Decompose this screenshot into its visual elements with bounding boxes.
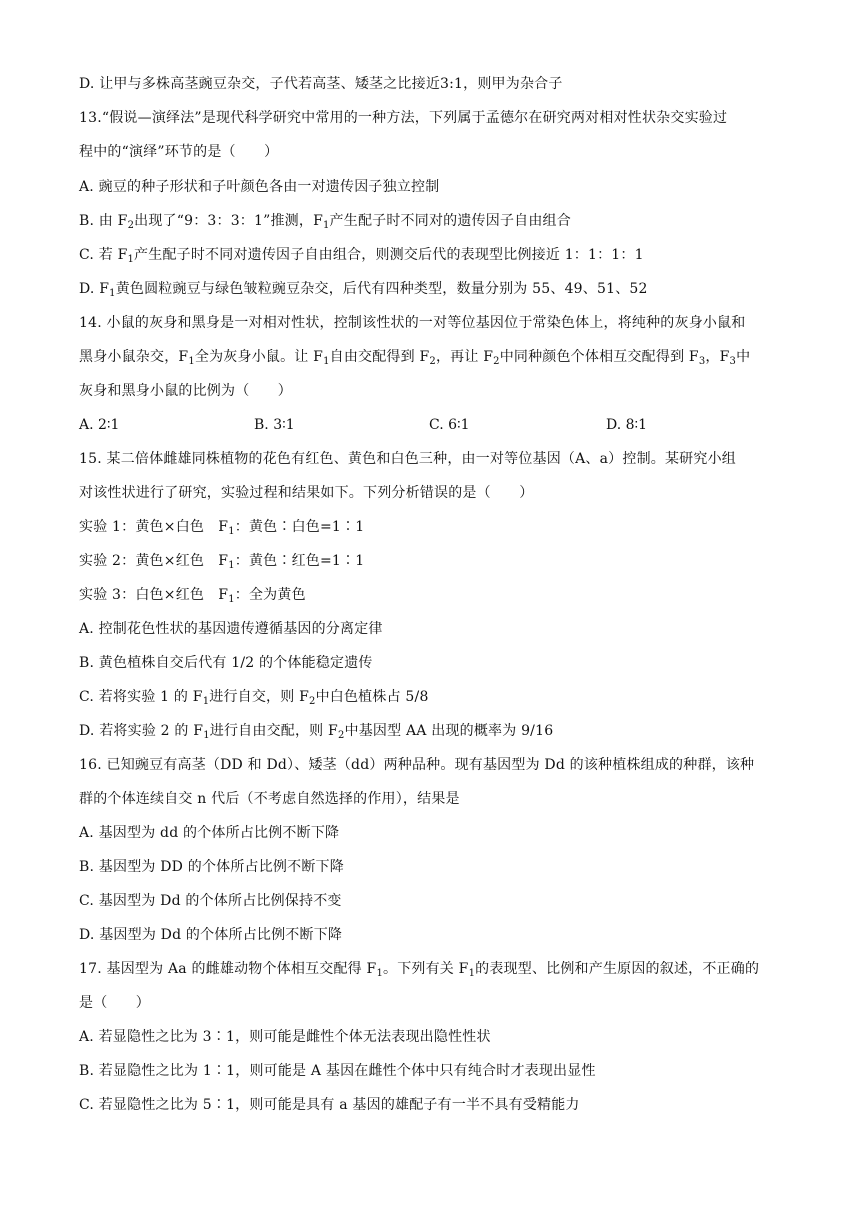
q14-stem-line1: 14. 小鼠的灰身和黑身是一对相对性状，控制该性状的一对等位基因位于常染色体上，将纯种的灰身小鼠和 — [79, 315, 746, 331]
q16-option-b: B. 基因型为 DD 的个体所占比例不断下降 — [79, 859, 344, 875]
q15-experiment-3: 实验 3：白色×红色 $F_1$：全为黄色 — [79, 587, 306, 605]
q16-stem-line2: 群的个体连续自交 n 代后（不考虑自然选择的作用），结果是 — [79, 791, 460, 807]
q15-option-b: B. 黄色植株自交后代有 1/2 的个体能稳定遗传 — [79, 655, 373, 671]
q14-option-d: D. 8∶1 — [606, 417, 648, 433]
q16-option-d: D. 基因型为 Dd 的个体所占比例不断下降 — [79, 927, 343, 943]
q17-option-a: A. 若显隐性之比为 3∶1，则可能是雌性个体无法表现出隐性性状 — [79, 1029, 491, 1045]
q17-stem-line2: 是（ ） — [79, 995, 150, 1011]
q14-option-a: A. 2∶1 — [79, 417, 120, 433]
q13-option-b: B. 由 $F_2$出现了“9：3：3：1”推测，$F_1$产生配子时不同对的遗传因子自由组合 — [79, 213, 571, 231]
q14-option-b: B. 3∶1 — [254, 417, 295, 433]
q14-option-c: C. 6∶1 — [429, 417, 470, 433]
q16-option-a: A. 基因型为 dd 的个体所占比例不断下降 — [79, 825, 340, 841]
q15-experiment-1: 实验 1：黄色×白色 $F_1$：黄色∶白色=1∶1 — [79, 519, 365, 537]
q13-option-d: D. $F_1$黄色圆粒豌豆与绿色皱粒豌豆杂交，后代有四种类型，数量分别为 55、49、51、52 — [79, 281, 648, 299]
q13-stem-line1: 13.“假说—演绎法”是现代科学研究中常用的一种方法，下列属于孟德尔在研究两对相对性状杂交实验过 — [79, 110, 728, 126]
q16-option-c: C. 基因型为 Dd 的个体所占比例保持不变 — [79, 893, 342, 909]
q15-option-d: D. 若将实验 2 的 $F_1$进行自由交配，则 $F_2$中基因型 AA 出现的概率为 9/16 — [79, 723, 554, 741]
q14-stem-line2: 黑身小鼠杂交，$F_1$全为灰身小鼠。让 $F_1$自由交配得到 $F_2$，再让 $F_2$中同种颜色个体相互交配得到 $F_3$，$F_3$中 — [79, 349, 751, 367]
q12-option-d: D. 让甲与多株高茎豌豆杂交，子代若高茎、矮茎之比接近3:1，则甲为杂合子 — [79, 76, 563, 92]
q16-stem-line1: 16. 已知豌豆有高茎（DD 和 Dd）、矮茎（dd）两种品种。现有基因型为 Dd 的该种植株组成的种群，该种 — [79, 757, 755, 773]
q17-option-b: B. 若显隐性之比为 1∶1，则可能是 A 基因在雌性个体中只有纯合时才表现出显性 — [79, 1063, 596, 1079]
q13-option-a: A. 豌豆的种子形状和子叶颜色各由一对遗传因子独立控制 — [79, 179, 440, 195]
q15-option-a: A. 控制花色性状的基因遗传遵循基因的分离定律 — [79, 621, 383, 637]
q13-stem-line2: 程中的“演绎”环节的是（ ） — [79, 144, 279, 160]
q15-stem-line1: 15. 某二倍体雌雄同株植物的花色有红色、黄色和白色三种，由一对等位基因（A、a）控制。某研究小组 — [79, 451, 736, 467]
q15-experiment-2: 实验 2：黄色×红色 $F_1$：黄色∶红色=1∶1 — [79, 553, 365, 571]
q14-stem-line3: 灰身和黑身小鼠的比例为（ ） — [79, 383, 292, 399]
q13-option-c: C. 若 $F_1$产生配子时不同对遗传因子自由组合，则测交后代的表现型比例接近 1：1：1：1 — [79, 247, 644, 265]
q17-option-c: C. 若显隐性之比为 5∶1，则可能是具有 a 基因的雄配子有一半不具有受精能力 — [79, 1097, 580, 1113]
q15-option-c: C. 若将实验 1 的 $F_1$进行自交，则 $F_2$中白色植株占 5/8 — [79, 689, 429, 707]
q17-stem-line1: 17. 基因型为 Aa 的雌雄动物个体相互交配得 $F_1$。下列有关 $F_1$的表现型、比例和产生原因的叙述，不正确的 — [79, 961, 760, 979]
q15-stem-line2: 对该性状进行了研究，实验过程和结果如下。下列分析错误的是（ ） — [79, 485, 534, 501]
